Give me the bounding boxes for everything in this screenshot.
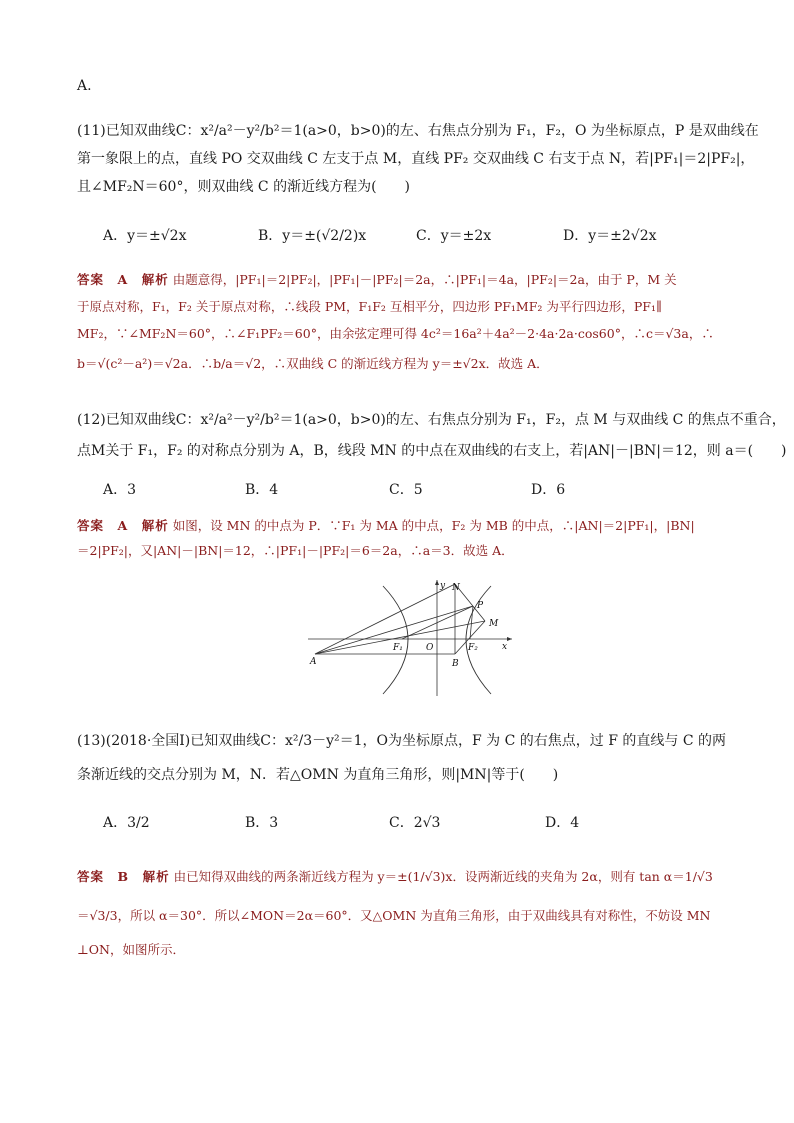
q11-answer-line-2: 于原点对称，F₁，F₂ 关于原点对称，∴线段 PM，F₁F₂ 互相平分，四边形 PF₁MF₂ 为平行四边形，PF₁∥ xyxy=(77,299,662,314)
q11-stem-line-3: 且∠MF₂N＝60°，则双曲线 C 的渐近线方程为( ) xyxy=(77,179,410,195)
q13-option-b: B．3 xyxy=(245,815,279,831)
q11-option-a: A．y＝±√2x xyxy=(103,228,187,244)
label-y: y xyxy=(440,581,446,591)
y-axis-arrow xyxy=(435,580,439,585)
q11-option-d: D．y＝±2√2x xyxy=(563,228,657,244)
line-AN xyxy=(315,584,455,654)
label-N: N xyxy=(452,583,460,593)
q12-answer-line-1 xyxy=(77,516,722,536)
label-x: x xyxy=(502,642,508,652)
q11-option-b: B．y＝±(√2/2)x xyxy=(258,228,367,244)
q11-answer-line-4: b＝√(c²－a²)＝√2a．∴b/a＝√2，∴双曲线 C 的渐近线方程为 y＝±√2x．故选 A． xyxy=(77,356,549,371)
q12-option-d: D．6 xyxy=(531,482,566,498)
q13-answer-line-1 xyxy=(77,867,722,887)
q13-stem-line-2: 条渐近线的交点分别为 M，N．若△OMN 为直角三角形，则|MN|等于( ) xyxy=(77,767,559,783)
q12-answer-text-1: 如图，设 MN 的中点为 P．∵F₁ 为 MA 的中点，F₂ 为 MB 的中点，∴|AN|＝2|PF₁|，|BN| xyxy=(172,518,695,533)
q13-answer-text-1: 由已知得双曲线的两条渐近线方程为 y＝±(1/√3)x．设两渐近线的夹角为 2α，则有 tan α＝1/√3 xyxy=(173,869,713,884)
q13-answer-line-3: ⊥ON，如图所示． xyxy=(77,942,185,957)
label-M: M xyxy=(489,619,499,629)
q12-stem-line-2: 点M关于 F₁，F₂ 的对称点分别为 A，B，线段 MN 的中点在双曲线的右支上，若|AN|－|BN|＝12，则 a＝( ) xyxy=(77,443,787,459)
previous-answer: A. xyxy=(77,78,92,94)
label-O: O xyxy=(426,643,434,653)
label-F1: F₁ xyxy=(393,643,403,653)
q11-stem-line-2: 第一象限上的点，直线 PO 交双曲线 C 左支于点 M，直线 PF₂ 交双曲线 C 右支于点 N，若|PF₁|＝2|PF₂|， xyxy=(77,151,755,167)
q11-answer-line-1 xyxy=(77,270,722,290)
q12-stem-line-1: (12)已知双曲线C：x²/a²－y²/b²＝1(a>0，b>0)的左、右焦点分别为 F₁，F₂，点 M 与双曲线 C 的焦点不重合， xyxy=(77,412,786,428)
q11-option-c: C．y＝±2x xyxy=(416,228,492,244)
q12-answer-tag: 答案 A 解析 xyxy=(77,518,169,533)
q11-answer-line-3: MF₂，∵∠MF₂N＝60°，∴∠F₁PF₂＝60°，由余弦定理可得 4c²＝16a²＋4a²－2·4a·2a·cos60°，∴c＝√3a，∴ xyxy=(77,326,714,341)
q12-option-a: A．3 xyxy=(103,482,137,498)
label-A: A xyxy=(310,657,317,667)
q13-option-d: D．4 xyxy=(545,815,580,831)
label-B: B xyxy=(452,659,459,669)
line-F2P xyxy=(470,606,473,639)
label-P: P xyxy=(477,601,484,611)
q13-answer-line-2: ＝√3/3，所以 α＝30°．所以∠MON＝2α＝60°．又△OMN 为直角三角形，由于双曲线具有对称性，不妨设 MN xyxy=(77,908,711,923)
q13-answer-tag: 答案 B 解析 xyxy=(77,869,170,884)
q12-option-b: B．4 xyxy=(245,482,279,498)
x-axis-arrow xyxy=(507,637,512,641)
q11-stem-line-1: (11)已知双曲线C：x²/a²－y²/b²＝1(a>0，b>0)的左、右焦点分别为 F₁，F₂，O 为坐标原点，P 是双曲线在 xyxy=(77,123,759,139)
q11-answer-text-1: 由题意得，|PF₁|＝2|PF₂|，|PF₁|－|PF₂|＝2a，∴|PF₁|＝4a，|PF₂|＝2a，由于 P，M 关 xyxy=(172,272,677,287)
q13-stem-line-1: (13)(2018·全国Ⅰ)已知双曲线C：x²/3－y²＝1，O为坐标原点，F 为 C 的右焦点，过 F 的直线与 C 的两 xyxy=(77,733,727,749)
label-F2: F₂ xyxy=(468,643,478,653)
q13-option-c: C．2√3 xyxy=(389,815,441,831)
q13-option-a: A．3/2 xyxy=(103,815,150,831)
hyperbola-diagram xyxy=(305,576,515,698)
q12-option-c: C．5 xyxy=(389,482,423,498)
line-F1P xyxy=(402,606,473,639)
q11-answer-tag: 答案 A 解析 xyxy=(77,272,169,287)
q12-answer-line-2: ＝2|PF₂|，又|AN|－|BN|＝12，∴|PF₁|－|PF₂|＝6＝2a，∴a＝3．故选 A． xyxy=(77,543,514,558)
